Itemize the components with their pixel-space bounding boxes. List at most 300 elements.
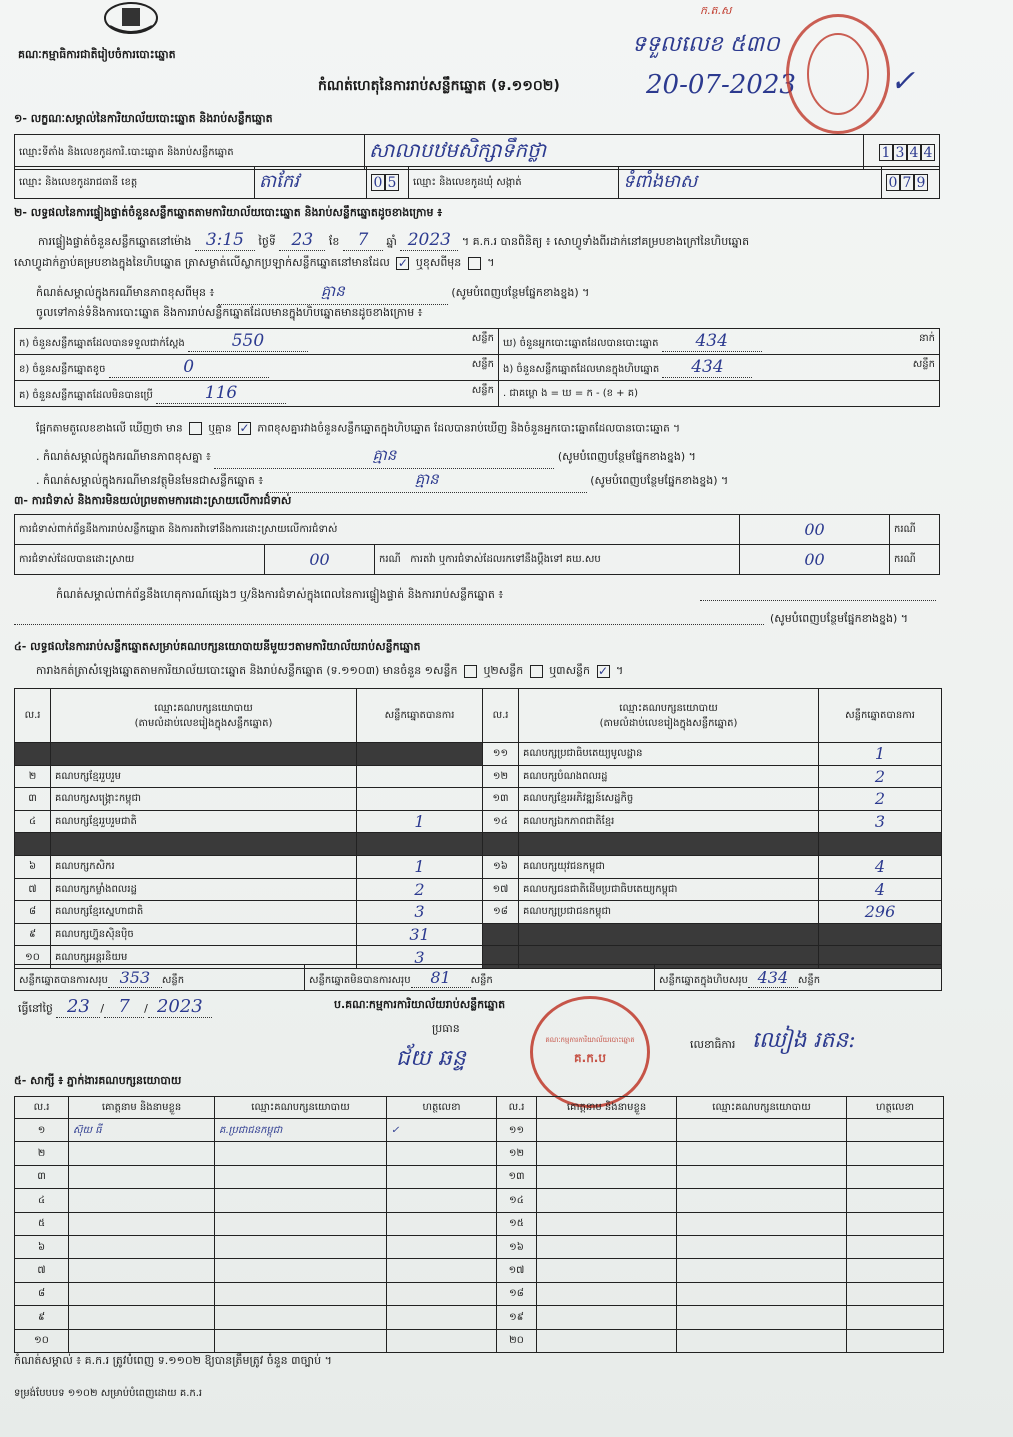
- cell-name: គណបក្សប្រជាជនកម្ពុជា: [519, 901, 819, 924]
- count-a: [15, 329, 499, 355]
- code-digit: 4: [921, 144, 935, 161]
- cell-no: ១៤: [483, 810, 519, 833]
- witness-sign: [387, 1165, 497, 1188]
- witness-row: [15, 1329, 944, 1352]
- note1-label: . កំណត់សម្គាល់ក្នុងករណីមានភាពខុសគ្នា ៖: [36, 450, 211, 463]
- org-name: គណៈកម្មាធិការជាតិរៀបចំការបោះឆ្នោត: [18, 48, 176, 61]
- col-party-sub: (តាមលំដាប់លេខរៀងក្នុងសន្លឹកឆ្នោត): [599, 717, 738, 729]
- count-b: [15, 355, 499, 381]
- witness-sign: [847, 1119, 944, 1142]
- obj-row2-value: 00: [265, 545, 375, 575]
- unit: សន្លឹក: [797, 974, 821, 986]
- witness-sign: [387, 1329, 497, 1352]
- witness-no: ១៧: [497, 1259, 537, 1282]
- incident-note-line2: [14, 624, 764, 625]
- cell-votes: [357, 788, 483, 811]
- sign-date: ធ្វើនៅថ្ងៃ 23 / 7 / 2023: [18, 996, 212, 1018]
- obj-row3-value: 00: [740, 545, 890, 575]
- witness-party: [215, 1142, 387, 1165]
- province-table: [14, 166, 940, 199]
- count-b-value: 0: [109, 357, 269, 378]
- code-digit: 3: [893, 144, 907, 161]
- witness-no: ១៨: [497, 1282, 537, 1305]
- province-label: ឈ្មោះ និងលេខកូដរាជធានី ខេត្ត: [15, 167, 255, 199]
- witness-party: [215, 1165, 387, 1188]
- code-digit: 1: [879, 144, 893, 161]
- day-label: ថ្ងៃទី: [258, 235, 276, 248]
- count-b-label: ខ) ចំនួនសន្លឹកឆ្នោតខូច: [19, 364, 106, 375]
- cell-votes: 1: [819, 743, 942, 766]
- cell-name: [519, 833, 819, 856]
- witness-sign: [387, 1306, 497, 1329]
- seal-no-label: ឬខុសពីមុន: [415, 256, 462, 269]
- objection-table: [14, 514, 940, 575]
- obj-row1-label: ការជំទាស់ពាក់ព័ន្ធនឹងការរាប់សន្លឹកឆ្នោត និងការតវ៉ាទៅនឹងការដោះស្រាយលើការជំទាស់: [15, 515, 740, 545]
- witness-sign: [387, 1189, 497, 1212]
- witness-name: [537, 1282, 677, 1305]
- province-value: តាកែវ: [255, 167, 367, 199]
- code-digit: 9: [914, 174, 928, 191]
- witness-party: [215, 1212, 387, 1235]
- incident-note-line: [700, 600, 936, 601]
- cell-votes: 4: [819, 855, 942, 878]
- witness-sign: [847, 1235, 944, 1258]
- unit: សន្លឹក: [470, 974, 493, 986]
- cell-name: គណបក្សយុវជនកម្ពុជា: [519, 855, 819, 878]
- w-col-party: ឈ្មោះគណបក្សនយោបាយ: [215, 1097, 387, 1119]
- cell-name: គណបក្សអន្តរនិយម: [51, 946, 357, 969]
- witness-no: ៩: [15, 1306, 69, 1329]
- seal-yes-checkbox[interactable]: ✓: [397, 255, 408, 270]
- cell-no: ១៦: [483, 855, 519, 878]
- count-c-label: គ) ចំនួនសន្លឹកឆ្នោតដែលមិនបានប្រើ: [19, 390, 153, 401]
- case-unit: ករណី: [379, 554, 401, 565]
- date-day: 23: [56, 996, 100, 1018]
- year-label: ឆ្នាំ: [386, 235, 397, 248]
- station-label: ឈ្មោះទីតាំង និងលេខកូដការិ.បោះឆ្នោត និងរាប់សន្លឹកឆ្នោត: [15, 135, 365, 170]
- table-row: [15, 923, 942, 946]
- chair-signature: ជ័យ ឆន្ទ: [396, 1046, 466, 1071]
- counts-table: [14, 328, 940, 407]
- witness-sign: [847, 1142, 944, 1165]
- opt1-checkbox[interactable]: [464, 665, 477, 678]
- witness-no: ១២: [497, 1142, 537, 1165]
- commune-label: ឈ្មោះ និងលេខកូដឃុំ សង្កាត់: [409, 167, 619, 199]
- cell-name: គណបក្សបំណងពលរដ្ឋ: [519, 765, 819, 788]
- cell-votes: 2: [819, 788, 942, 811]
- witness-no: ១: [15, 1119, 69, 1142]
- note-line: [36, 282, 589, 305]
- witness-name: ស៊ុយ ធី: [69, 1119, 215, 1142]
- witness-sign: [847, 1165, 944, 1188]
- witness-sign: [847, 1259, 944, 1282]
- note1-hint: (សូមបំពេញបន្ថែមផ្នែកខាងខ្នង) ។: [557, 450, 696, 463]
- case-unit: ករណី: [890, 515, 940, 545]
- totals-table: [14, 964, 942, 991]
- witness-party: [677, 1329, 847, 1352]
- cell-name: គណបក្សកសិករ: [51, 855, 357, 878]
- footer-note: កំណត់សម្គាល់ ៖ គ.ក.រ ត្រូវបំពេញ ទ.១១០២ ឱ្យបានត្រឹមត្រូវ ចំនួន ៣ច្បាប់ ។: [14, 1354, 332, 1367]
- cell-name: គណបក្សខ្មែរស្នេហាជាតិ: [51, 901, 357, 924]
- match-rest: ភាពខុសគ្នារវាងចំនួនសន្លឹកឆ្នោតក្នុងហិបឆ្នោត ដែលបានរាប់ឃើញ និងចំនួនអ្នកបោះឆ្នោតដែលបានបោះឆ្នោត ។: [257, 422, 681, 435]
- verify-line: [38, 230, 938, 251]
- witness-name: [537, 1259, 677, 1282]
- witness-name: [537, 1119, 677, 1142]
- cell-no: [483, 923, 519, 946]
- cell-no: ១៨: [483, 901, 519, 924]
- witness-no: ២០: [497, 1329, 537, 1352]
- cell-votes: [357, 765, 483, 788]
- table-row: [15, 765, 942, 788]
- witness-sign: [387, 1212, 497, 1235]
- check-mark-doodle: ✓: [890, 64, 916, 99]
- cell-votes: 31: [357, 923, 483, 946]
- section5-title: ៥- សាក្សី ៖ ភ្នាក់ងារគណបក្សនយោបាយ: [14, 1074, 182, 1087]
- cell-votes: [357, 833, 483, 856]
- incident-note: កំណត់សម្គាល់ពាក់ព័ន្ធនឹងហេតុការណ៍ផ្សេងៗ ឬ/និងការជំទាស់ក្នុងពេលនៃការផ្ទៀងផ្ទាត់ និងការរាប់សន្លឹកឆ្នោត ៖: [56, 588, 504, 601]
- unit: នាក់: [919, 333, 935, 344]
- witness-party: [677, 1282, 847, 1305]
- verify-month: 7: [343, 230, 383, 251]
- match-note1: [36, 446, 696, 469]
- note-value: គ្មាន: [218, 282, 448, 305]
- witness-table: [14, 1096, 944, 1353]
- total-invalid: [305, 965, 655, 991]
- note2-hint: (សូមបំពេញបន្ថែមផ្នែកខាងខ្នង) ។: [590, 474, 729, 487]
- witness-no: ១៤: [497, 1189, 537, 1212]
- obj-row3-label: [375, 545, 740, 575]
- cell-no: ២: [15, 765, 51, 788]
- cell-no: ៣: [15, 788, 51, 811]
- commune-code: [882, 167, 940, 199]
- col-votes: សន្លឹកឆ្នោតបានការ: [357, 689, 483, 743]
- case-unit: ករណី: [890, 545, 940, 575]
- witness-party: [215, 1282, 387, 1305]
- count-c-value: 116: [156, 383, 286, 404]
- committee-label: ប.គណៈកម្មការការិយាល័យរាប់សន្លឹកឆ្នោត: [334, 998, 506, 1011]
- total-invalid-value: 81: [411, 968, 471, 988]
- witness-row: [15, 1142, 944, 1165]
- total-valid-value: 353: [108, 968, 162, 988]
- red-stamp-committee: [530, 996, 650, 1108]
- witness-row: [15, 1212, 944, 1235]
- witness-party: [215, 1189, 387, 1212]
- witness-no: ៦: [15, 1235, 69, 1258]
- seal-line: សោហ្វូដាក់ភ្ជាប់គម្របខាងក្នុងនៃហិបឆ្នោត ត្រាសម្ងាត់លើស្លាកប្រឡាក់សន្លឹកឆ្នោតនៅមានដែល ✓ ឬខុសពីមុន ។: [14, 255, 495, 270]
- witness-sign: [847, 1306, 944, 1329]
- unit: សន្លឹក: [912, 359, 935, 370]
- witness-name: [537, 1142, 677, 1165]
- witness-party: [677, 1165, 847, 1188]
- table-row: [15, 788, 942, 811]
- total-box: [655, 965, 942, 991]
- witness-no: ១៩: [497, 1306, 537, 1329]
- match-yes-checkbox[interactable]: [189, 422, 202, 435]
- count-e-value: 434: [662, 357, 752, 378]
- code-digit: 4: [907, 144, 921, 161]
- col-party-sub: (តាមលំដាប់លេខរៀងក្នុងសន្លឹកឆ្នោត): [134, 717, 273, 729]
- col-party: [51, 689, 357, 743]
- witness-no: ១០: [15, 1329, 69, 1352]
- cell-votes: 3: [819, 810, 942, 833]
- form-title: កំណត់ហេតុនៃការរាប់សន្លឹកឆ្នោត (ទ.១១០២): [318, 78, 560, 94]
- total-valid-label: សន្លឹកឆ្នោតបានការសរុប: [19, 974, 108, 986]
- cell-name: គណបក្សឯកភាពជាតិខ្មែរ: [519, 810, 819, 833]
- date-label: ធ្វើនៅថ្ងៃ: [18, 1002, 53, 1015]
- date-year: 2023: [148, 996, 212, 1018]
- count-a-label: ក) ចំនួនសន្លឹកឆ្នោតដែលបានទទួលជាក់ស្តែង: [19, 338, 185, 349]
- obj-row1-value: 00: [740, 515, 890, 545]
- cell-no: [483, 833, 519, 856]
- witness-row: [15, 1259, 944, 1282]
- w-col-no: ល.រ: [497, 1097, 537, 1119]
- col-no: ល.រ: [483, 689, 519, 743]
- total-box-value: 434: [748, 968, 798, 988]
- cell-name: គណបក្សកម្លាំងពលរដ្ឋ: [51, 878, 357, 901]
- note-hint: (សូមបំពេញបន្ថែមផ្នែកខាងខ្នង) ។: [451, 286, 590, 299]
- cell-name: គណបក្សប្រជាធិបតេយ្យមូលដ្ឋាន: [519, 743, 819, 766]
- code-digit: 0: [371, 174, 385, 191]
- cell-votes: 296: [819, 901, 942, 924]
- witness-no: ១៣: [497, 1165, 537, 1188]
- seal-text: សោហ្វូដាក់ភ្ជាប់គម្របខាងក្នុងនៃហិបឆ្នោត ត្រាសម្ងាត់លើស្លាកប្រឡាក់សន្លឹកឆ្នោតនៅមានដែល: [14, 256, 390, 269]
- witness-name: [69, 1189, 215, 1212]
- witness-party: [215, 1235, 387, 1258]
- witness-row: [15, 1282, 944, 1305]
- verify-time: 3:15: [195, 230, 255, 251]
- chair-label: ប្រធាន: [432, 1022, 460, 1035]
- cell-votes: [357, 743, 483, 766]
- count-d-value: 434: [662, 331, 762, 352]
- station-table: [14, 134, 940, 170]
- cell-votes: [819, 833, 942, 856]
- cell-name: គណបក្សជនជាតិដើមប្រជាធិបតេយ្យកម្ពុជា: [519, 878, 819, 901]
- match-line: [36, 422, 936, 438]
- unit: សន្លឹក: [161, 974, 185, 986]
- col-votes: សន្លឹកឆ្នោតបានការ: [819, 689, 942, 743]
- witness-no: ១៥: [497, 1212, 537, 1235]
- cell-votes: 3: [357, 901, 483, 924]
- note2-label: . កំណត់សម្គាល់ក្នុងករណីមានវត្ថុមិនមែនជាសន្លឹកឆ្នោត ៖: [36, 474, 264, 487]
- witness-row: [15, 1235, 944, 1258]
- cell-no: ៩: [15, 923, 51, 946]
- cell-votes: 3: [357, 946, 483, 969]
- red-stamp-top: [786, 14, 890, 134]
- w-col-name: គោត្តនាម និងនាមខ្លួន: [69, 1097, 215, 1119]
- cell-no: ១៣: [483, 788, 519, 811]
- table-row: [15, 901, 942, 924]
- opt3-label: ឬ៣សន្លឹក: [549, 664, 591, 677]
- emblem-logo: [100, 0, 162, 36]
- verify-day: 23: [279, 230, 325, 251]
- witness-name: [537, 1329, 677, 1352]
- witness-no: ២: [15, 1142, 69, 1165]
- station-value: សាលាបឋមសិក្សាទឹកថ្លា: [365, 135, 864, 170]
- col-no: ល.រ: [15, 689, 51, 743]
- witness-party: [215, 1306, 387, 1329]
- w-col-party: ឈ្មោះគណបក្សនយោបាយ: [677, 1097, 847, 1119]
- count-e-label: ង) ចំនួនសន្លឹកឆ្នោតដែលមានក្នុងហិបឆ្នោត: [503, 364, 660, 375]
- table-row: [15, 855, 942, 878]
- witness-sign: ✓: [387, 1119, 497, 1142]
- stamp-code: គ.ក.ប: [574, 1051, 606, 1065]
- match-or-label: ឬគ្មាន: [208, 422, 232, 435]
- envelope-text: ការាងកត់ត្រាសំឡេងឆ្នោតតាមការិយាល័យបោះឆ្នោត និងរាប់សន្លឹកឆ្នោត (ទ.១១០៣) មានចំនួន ១សន្លឹក: [36, 664, 458, 677]
- seal-no-checkbox[interactable]: [468, 257, 481, 270]
- count-d-label: ឃ) ចំនួនអ្នកបោះឆ្នោតដែលបានបោះឆ្នោត: [503, 338, 659, 349]
- witness-party: [677, 1235, 847, 1258]
- witness-row: [15, 1119, 944, 1142]
- witness-no: ៤: [15, 1189, 69, 1212]
- cell-name: គណបក្សខ្មែររួបរួម: [51, 765, 357, 788]
- cell-no: ១២: [483, 765, 519, 788]
- witness-name: [69, 1259, 215, 1282]
- station-code: [864, 135, 940, 170]
- cell-no: ១១: [483, 743, 519, 766]
- envelope-line: ការាងកត់ត្រាសំឡេងឆ្នោតតាមការិយាល័យបោះឆ្នោត និងរាប់សន្លឹកឆ្នោត (ទ.១១០៣) មានចំនួន ១សន្លឹក ឬ២សន្លឹក ឬ៣សន្លឹក ✓ ។: [36, 663, 624, 678]
- w-col-no: ល.រ: [15, 1097, 69, 1119]
- witness-no: ៧: [15, 1259, 69, 1282]
- cell-name: [51, 833, 357, 856]
- cell-no: [15, 833, 51, 856]
- table-row: [15, 878, 942, 901]
- hw-date: 20-07-2023: [646, 70, 796, 100]
- table-row: [15, 743, 942, 766]
- col-party-label: ឈ្មោះគណបក្សនយោបាយ: [619, 702, 718, 714]
- verify-text-2: ។ គ.ក.រ បានពិនិត្យ ៖ សោហ្វូទាំងពីរដាក់នៅគម្របខាងក្រៅនៃហិបឆ្នោត: [461, 235, 750, 248]
- note2-value: គ្មាន: [267, 470, 587, 493]
- code-digit: 7: [900, 174, 914, 191]
- witness-no: ១១: [497, 1119, 537, 1142]
- witness-name: [69, 1306, 215, 1329]
- witness-sign: [387, 1142, 497, 1165]
- cell-votes: 2: [819, 765, 942, 788]
- witness-name: [537, 1235, 677, 1258]
- opt2-checkbox[interactable]: [530, 665, 543, 678]
- witness-row: [15, 1189, 944, 1212]
- cell-no: ៨: [15, 901, 51, 924]
- witness-party: [677, 1212, 847, 1235]
- cell-votes: [819, 923, 942, 946]
- witness-name: [537, 1189, 677, 1212]
- cell-no: ៦: [15, 855, 51, 878]
- match-note2: [36, 470, 728, 493]
- witness-row: [15, 1306, 944, 1329]
- cell-no: ១០: [15, 946, 51, 969]
- witness-party: [677, 1142, 847, 1165]
- witness-party: [677, 1119, 847, 1142]
- witness-no: ៣: [15, 1165, 69, 1188]
- cell-no: [15, 743, 51, 766]
- witness-name: [537, 1306, 677, 1329]
- secretary-signature: ឈៀង រតន:: [752, 1028, 856, 1053]
- witness-name: [69, 1282, 215, 1305]
- witness-party: [215, 1329, 387, 1352]
- table-intro: ចូលទៅកាន់ទំនិងការបោះឆ្នោត និងការរាប់សន្លឹកឆ្នោតដែលមានក្នុងហិបឆ្នោតមានដូចខាងក្រោម ៖: [36, 306, 423, 319]
- commune-value: ទំពាំងមាស: [619, 167, 882, 199]
- witness-party: [677, 1306, 847, 1329]
- table-row: [15, 810, 942, 833]
- col-party-label: ឈ្មោះគណបក្សនយោបាយ: [154, 702, 253, 714]
- total-invalid-label: សន្លឹកឆ្នោតមិនបានការសរុប: [309, 974, 411, 986]
- cell-name: គណបក្សខ្មែរអភិវឌ្ឍន៍សេដ្ឋកិច្ច: [519, 788, 819, 811]
- witness-party: [677, 1259, 847, 1282]
- cell-name: គណបក្សខ្មែររួបរួមជាតិ: [51, 810, 357, 833]
- note-label: កំណត់សម្គាល់ក្នុងករណីមានភាពខុសពីមុន ៖: [36, 286, 215, 299]
- code-digit: 5: [385, 174, 399, 191]
- count-d: [499, 329, 940, 355]
- w-col-sign: ហត្ថលេខា: [847, 1097, 944, 1119]
- unit: សន្លឹក: [471, 359, 494, 370]
- witness-sign: [387, 1259, 497, 1282]
- witness-no: ១៦: [497, 1235, 537, 1258]
- witness-sign: [847, 1329, 944, 1352]
- cell-name: [51, 743, 357, 766]
- province-code: [367, 167, 409, 199]
- section3-title: ៣- ការជំទាស់ និងការមិនយល់ព្រមតាមការដោះស្រាយលើការជំទាស់: [14, 494, 292, 507]
- count-e: [499, 355, 940, 381]
- count-c: [15, 381, 499, 407]
- results-table: [14, 688, 942, 969]
- col-party: [519, 689, 819, 743]
- verify-year: 2023: [400, 230, 458, 251]
- obj-row2-label: ការជំទាស់ដែលបានដោះស្រាយ: [15, 545, 265, 575]
- note1-value: គ្មាន: [214, 446, 554, 469]
- opt3-checkbox[interactable]: ✓: [597, 663, 609, 678]
- cell-name: គណបក្សសង្គ្រោះកម្ពុជា: [51, 788, 357, 811]
- witness-party: [677, 1189, 847, 1212]
- cell-votes: 1: [357, 855, 483, 878]
- witness-party: [215, 1259, 387, 1282]
- witness-sign: [387, 1235, 497, 1258]
- witness-name: [537, 1212, 677, 1235]
- top-corner-note: ក.ត.ស: [700, 4, 732, 17]
- witness-no: ៨: [15, 1282, 69, 1305]
- witness-sign: [847, 1212, 944, 1235]
- formula: . ជាគម្ពោ ង = ឃ = ក - (ខ + គ): [499, 381, 940, 407]
- month-label: ខែ: [328, 235, 340, 248]
- total-valid: [15, 965, 305, 991]
- witness-sign: [387, 1282, 497, 1305]
- witness-name: [69, 1142, 215, 1165]
- match-no-checkbox[interactable]: ✓: [239, 421, 250, 435]
- unit: សន្លឹក: [471, 385, 494, 396]
- witness-name: [69, 1165, 215, 1188]
- cell-no: ៧: [15, 878, 51, 901]
- cell-name: [519, 923, 819, 946]
- witness-row: [15, 1165, 944, 1188]
- cell-name: គណបក្សហ្វ៊ុនស៊ិនប៉ិច: [51, 923, 357, 946]
- stamp-text: គណៈកម្មការការិយាល័យបោះឆ្នោត: [545, 1036, 635, 1044]
- w-col-sign: ហត្ថលេខា: [387, 1097, 497, 1119]
- total-box-label: សន្លឹកឆ្នោតក្នុងហិបសរុប: [659, 974, 748, 986]
- witness-name: [69, 1212, 215, 1235]
- witness-name: [69, 1235, 215, 1258]
- count-a-value: 550: [188, 331, 308, 352]
- match-text: ផ្អែកតាមតួលេខខាងលើ ឃើញថា មាន: [36, 422, 183, 435]
- section4-title: ៤- លទ្ធផលនៃការរាប់សន្លឹកឆ្នោតសម្រាប់គណបក្សនយោបាយនីមួយៗតាមការិយាល័យរាប់សន្លឹកឆ្នោត: [14, 640, 421, 653]
- section2-title: ២- លទ្ធផលនៃការផ្ទៀងផ្ទាត់ចំនួនសន្លឹកឆ្នោតតាមការិយាល័យបោះឆ្នោត និងរាប់សន្លឹកឆ្នោតដូចខាងក្រោម ៖: [14, 206, 443, 219]
- code-digit: 0: [886, 174, 900, 191]
- secretary-label: លេខាធិការ: [690, 1038, 736, 1051]
- section1-title: ១- លក្ខណៈសម្គាល់នៃការិយាល័យបោះឆ្នោត និងរាប់សន្លឹកឆ្នោត: [14, 112, 273, 125]
- witness-party: គ.ប្រជាជនកម្ពុជា: [215, 1119, 387, 1142]
- obj-row3-text: ការតវ៉ា ឬការជំទាស់ដែលរកទៅនឹងប្តឹងទៅ គឃ.សប: [410, 554, 601, 565]
- table-row: [15, 833, 942, 856]
- cell-votes: 2: [357, 878, 483, 901]
- incident-hint: (សូមបំពេញបន្ថែមផ្នែកខាងខ្នង) ។: [770, 612, 909, 625]
- hw-reference: ទទួលលេខ ៥៣០: [632, 32, 780, 57]
